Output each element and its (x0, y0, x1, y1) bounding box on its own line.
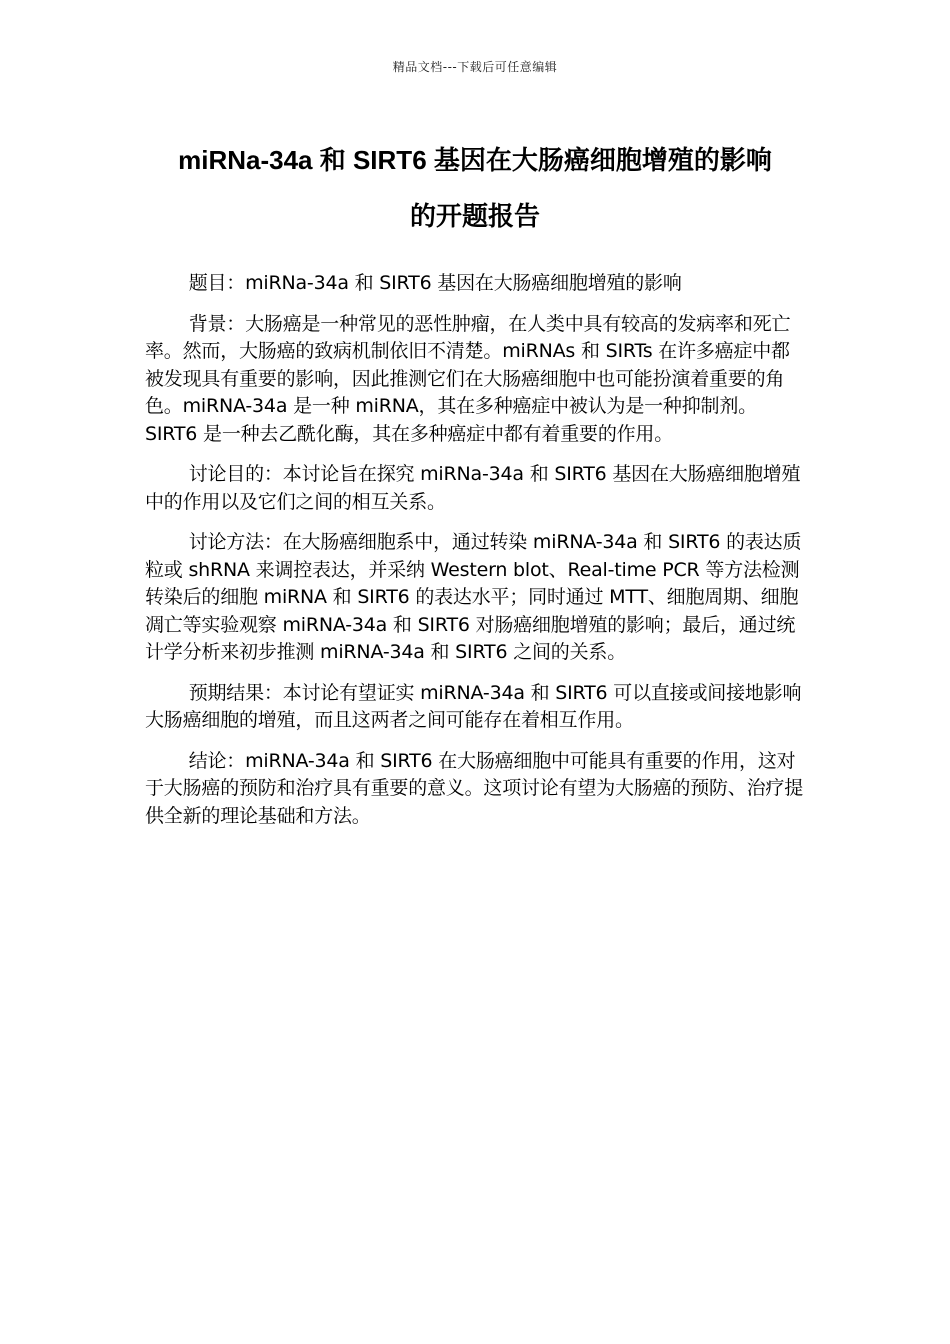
paragraph-topic: 题目：miRNa-34a 和 SIRT6 基因在大肠癌细胞增殖的影响 (188, 272, 682, 294)
document-title (145, 132, 805, 244)
title-line-1: miRNa-34a 和 SIRT6 基因在大肠癌细胞增殖的影响 (178, 145, 772, 175)
paragraph-purpose: 讨论目的：本讨论旨在探究 miRNa-34a 和 SIRT6 基因在大肠癌细胞增殖中的作用以及它们之间的相互关系。 (145, 463, 801, 513)
paragraph-method: 讨论方法：在大肠癌细胞系中，通过转染 miRNA-34a 和 SIRT6 的表达质粒或 shRNA 来调控表达，并采纳 Western blot、Real-time PCR 等方法检测转染后的细胞 miRNA 和 SIRT6 的表达水平；同时通过 MTT、细胞周期、细胞凋亡等实验观察 miRNA-34a 和 SIRT6 对肠癌细胞增殖的影响；最后，通过统计学分析来初步推测 miRNA-34a 和 SIRT6 之间的关系。 (145, 531, 802, 663)
paragraph-conclusion: 结论：miRNA-34a 和 SIRT6 在大肠癌细胞中可能具有重要的作用，这对于大肠癌的预防和治疗具有重要的意义。这项讨论有望为大肠癌的预防、治疗提供全新的理论基础和方法。 (145, 749, 804, 827)
document-body (145, 270, 807, 843)
title-line-2: 的开题报告 (409, 201, 540, 231)
header-note: 精品文档---下载后可任意编辑 (392, 60, 558, 74)
paragraph-background: 背景：大肠癌是一种常见的恶性肿瘤，在人类中具有较高的发病率和死亡率。然而，大肠癌的致病机制依旧不清楚。miRNAs 和 SIRTs 在许多癌症中都被发现具有重要的影响，因此推测它们在大肠癌细胞中也可能扮演着重要的角色。miRNA-34a 是一种 miRNA，其在多种癌症中被认为是一种抑制剂。SIRT6 是一种去乙酰化酶，其在多种癌症中都有着重要的作用。 (145, 312, 791, 445)
paragraph-expected-result: 预期结果：本讨论有望证实 miRNA-34a 和 SIRT6 可以直接或间接地影响大肠癌细胞的增殖，而且这两者之间可能存在着相互作用。 (145, 681, 802, 731)
